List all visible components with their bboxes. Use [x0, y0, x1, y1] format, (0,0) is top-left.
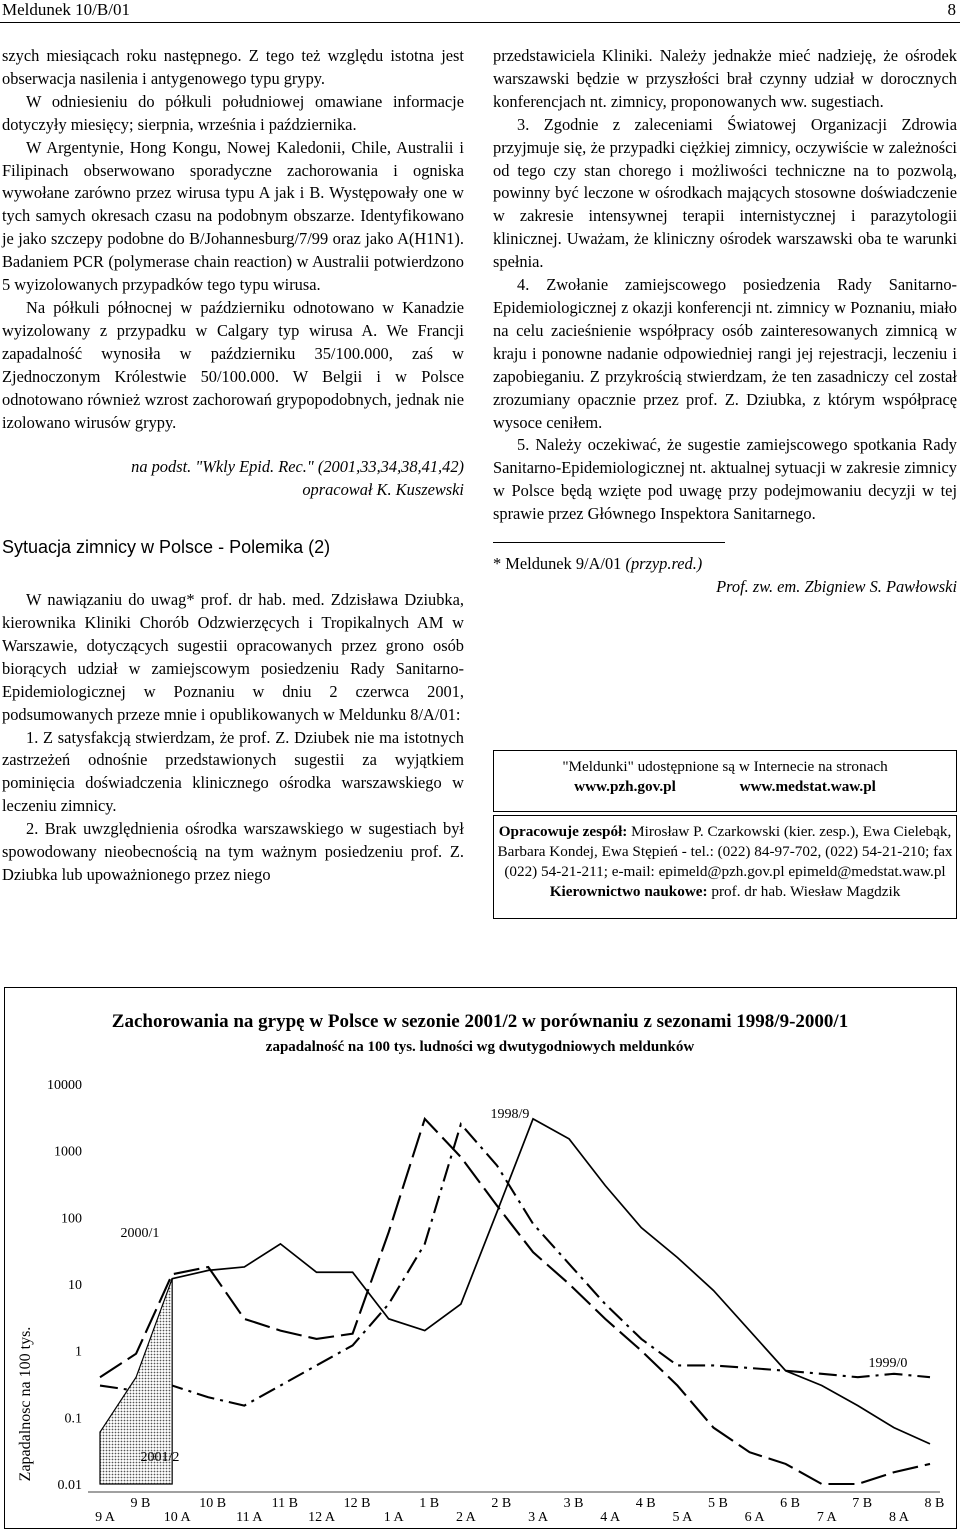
- series-label: 1999/0: [868, 1356, 908, 1371]
- right-column: [493, 45, 957, 599]
- paragraph: 4. Zwołanie zamiejscowego posiedzenia Rady Sanitarno-Epidemiologicznej z okazji konferencji nt. zimnicy w Poznaniu, miało na celu zacieśnienie współpracy osób zainteresowanych zimnicą w kraju i ponowne nadanie odpowiedniej rangi jej rejestracji, leczeniu i zapobieganiu. Z przykrością stwierdzam, że ten zasadniczy cel został zrozumiany opacznie przez prof. Z. Dziubka, z którym współpracę wysoce ceniłem.: [493, 275, 957, 432]
- source-line: na podst. "Wkly Epid. Rec." (2001,33,34,38,41,42): [131, 457, 464, 477]
- y-tick-label: 10: [68, 1278, 82, 1293]
- url-link[interactable]: www.pzh.gov.pl: [574, 778, 676, 795]
- editorial-team-box: [493, 815, 957, 919]
- x-tick-label: 10 A: [163, 1510, 191, 1525]
- chart-plot: [0, 987, 960, 1531]
- y-tick-label: 0.01: [57, 1478, 82, 1493]
- internet-info-text: "Meldunki" udostępnione są w Internecie na stronach: [562, 758, 888, 775]
- lead-label: Kierownictwo naukowe:: [549, 883, 708, 900]
- y-tick-label: 10000: [47, 1078, 82, 1093]
- x-tick-label: 6 A: [744, 1510, 765, 1525]
- series-label: 1998/9: [490, 1107, 530, 1122]
- series-label: 2000/1: [120, 1226, 160, 1241]
- section-title: Sytuacja zimnicy w Polsce - Polemika (2): [2, 537, 331, 558]
- x-tick-label: 11 B: [271, 1496, 298, 1511]
- source-citation: [2, 456, 464, 502]
- x-tick-label: 9 A: [95, 1510, 115, 1525]
- x-tick-label: 12 A: [308, 1510, 335, 1525]
- y-tick-label: 100: [61, 1211, 82, 1227]
- x-tick-label: 9 B: [130, 1496, 151, 1511]
- footnote-text: * Meldunek 9/A/01: [493, 554, 626, 574]
- y-tick-label: 1000: [54, 1144, 82, 1160]
- influenza-chart: [0, 987, 960, 1531]
- paragraph: W odniesieniu do półkuli południowej omawiane informacje dotyczyły miesięcy; sierpnia, września i października.: [2, 91, 464, 134]
- x-tick-label: 3 B: [563, 1496, 584, 1511]
- x-tick-label: 2 A: [455, 1510, 476, 1525]
- internet-info-box: [493, 750, 957, 812]
- x-tick-label: 7 B: [852, 1496, 873, 1511]
- x-tick-label: 8 B: [924, 1496, 945, 1511]
- paragraph: W nawiązaniu do uwag* prof. dr hab. med. Zdzisława Dziubka, kierownika Kliniki Chorób Odzwierzęcych i Tropikalnych AM w Warszawie, dotyczących sugestii opracowanych przez grono osób biorących udział w zamiejscowym posiedzeniu Rady Sanitarno-Epidemiologicznej w Poznaniu w dniu 2 czerwca 2001, podsumowanych przeze mnie i opublikowanych w Meldunku 8/A/01:: [2, 590, 464, 724]
- paragraph: szych miesiącach roku następnego. Z tego też względu istotna jest obserwacja nasilenia i antygenowego typu grypy.: [2, 46, 464, 88]
- x-tick-label: 10 B: [199, 1496, 227, 1511]
- footnote: [493, 553, 957, 576]
- y-tick-label: 0.1: [64, 1411, 82, 1427]
- x-tick-label: 11 A: [236, 1510, 263, 1525]
- url-link[interactable]: www.medstat.waw.pl: [739, 778, 876, 795]
- x-tick-label: 6 B: [780, 1496, 800, 1511]
- left-column: [2, 45, 464, 887]
- paragraph: 1. Z satysfakcją stwierdzam, że prof. Z. Dziubek nie ma istotnych zastrzeżeń odnośnie przedstawionych sugestii za wyjątkiem pominięcia doświadczenia klinicznego ośrodka warszawskiego w leczeniu zimnicy.: [2, 727, 464, 816]
- x-tick-label: 3 A: [528, 1510, 548, 1525]
- x-tick-label: 1 A: [383, 1510, 404, 1525]
- y-axis-label: Zapadalnosc na 100 tys.: [17, 1326, 34, 1482]
- x-tick-label: 4 B: [635, 1496, 656, 1511]
- lead-name: prof. dr hab. Wiesław Magdzik: [707, 883, 901, 900]
- x-tick-label: 8 A: [888, 1510, 909, 1525]
- lead-info: [494, 882, 956, 902]
- bulletin-id: Meldunek 10/B/01: [2, 0, 130, 19]
- x-tick-label: 12 B: [343, 1496, 371, 1511]
- url-list: [494, 777, 956, 797]
- team-info: [494, 822, 956, 882]
- paragraph: Na półkuli północnej w październiku odnotowano w Kanadzie wyizolowany z przypadku w Calgary typ wirusa A. We Francji zapadalność wynosiła w październiku 35/100.000, zaś w Zjednoczonym Królestwie 50/100.000. W Belgii i w Polsce odnotowano również wzrost zachorowań grypopodobnych, jednak nie izolowano wirusów grypy.: [2, 297, 464, 432]
- footnote-rule: [493, 542, 725, 543]
- footnote-note: (przyp.red.): [625, 554, 703, 574]
- page-header: [0, 0, 960, 22]
- x-tick-label: 5 A: [672, 1510, 693, 1525]
- x-tick-label: 5 B: [707, 1496, 728, 1511]
- header-rule: [0, 22, 960, 23]
- paragraph: 5. Należy oczekiwać, że sugestie zamiejscowego spotkania Rady Sanitarno-Epidemiologicznej nt. aktualnej sytuacji w zakresie zimnicy w Polsce będą wzięte pod uwagę przy podejmowaniu decyzji w tej sprawie przez Głównego Inspektora Sanitarnego.: [493, 435, 957, 524]
- x-tick-label: 4 A: [600, 1510, 621, 1525]
- series-line: [100, 1119, 930, 1484]
- series-label: 2001/2: [140, 1450, 180, 1465]
- team-members: Mirosław P. Czarkowski (kier. zesp.), Ewa Cielebąk, Barbara Kondej, Ewa Stępień - tel.: (022) 84-97-702, (022) 54-21-210; fax (022) 54-21-211; e-mail: epimeld@pzh.gov.pl epimeld@medstat.waw.pl: [497, 823, 953, 880]
- source-author: opracował K. Kuszewski: [302, 480, 464, 500]
- x-tick-label: 2 B: [491, 1496, 512, 1511]
- chart-title: Zachorowania na grypę w Polsce w sezonie 2001/2 w porównaniu z sezonami 1998/9-2000/1: [111, 1011, 849, 1032]
- x-tick-label: 7 A: [816, 1510, 837, 1525]
- paragraph: przedstawiciela Kliniki. Należy jednakże mieć nadzieję, że ośrodek warszawski będzie w przyszłości brał czynny udział w dorocznych konferencjach nt. zimnicy, proponowanych ww. sugestiach.: [493, 46, 957, 111]
- y-tick-label: 1: [75, 1344, 82, 1360]
- page-number: 8: [947, 0, 956, 19]
- team-label: Opracowuje zespół:: [498, 823, 628, 840]
- article-author: Prof. zw. em. Zbigniew S. Pawłowski: [716, 576, 957, 596]
- paragraph: W Argentynie, Hong Kongu, Nowej Kaledonii, Chile, Australii i Filipinach obserwowano sporadyczne zachorowania i ogniska wywołane zarówno przez wirusa typu A jak i B. Występowały one w tych samych okresach czasu na podobnym obszarze. Identyfikowano je jako szczepy podobne do B/Johannesburg/7/99 oraz jako A(H1N1). Badaniem PCR (polymerase chain reaction) w Australii potwierdzono 5 wyizolowanych przypadków tego typu wirusa.: [2, 137, 464, 295]
- series-line: [100, 1119, 930, 1444]
- paragraph: 2. Brak uwzględnienia ośrodka warszawskiego w sugestiach był spowodowany nieobecnością na tym ważnym posiedzeniu prof. Z. Dziubka lub upoważnionego przez niego: [2, 819, 464, 884]
- x-tick-label: 1 B: [419, 1496, 440, 1511]
- paragraph: 3. Zgodnie z zaleceniami Światowej Organizacji Zdrowia przyjmuje się, że przypadki ciężkiej zimnicy, oczywiście w zależności od tego czy stan chorego i możliwości techniczne na to pozwolą, powinny być leczone w ośrodkach mających stosowne doświadczenie w zakresie intensywnej terapii internistycznej i parazytologii klinicznej. Uważam, że kliniczny ośrodek warszawski oba te warunki spełnia.: [493, 114, 957, 272]
- chart-subtitle: zapadalność na 100 tys. ludności wg dwutygodniowych meldunków: [265, 1039, 695, 1055]
